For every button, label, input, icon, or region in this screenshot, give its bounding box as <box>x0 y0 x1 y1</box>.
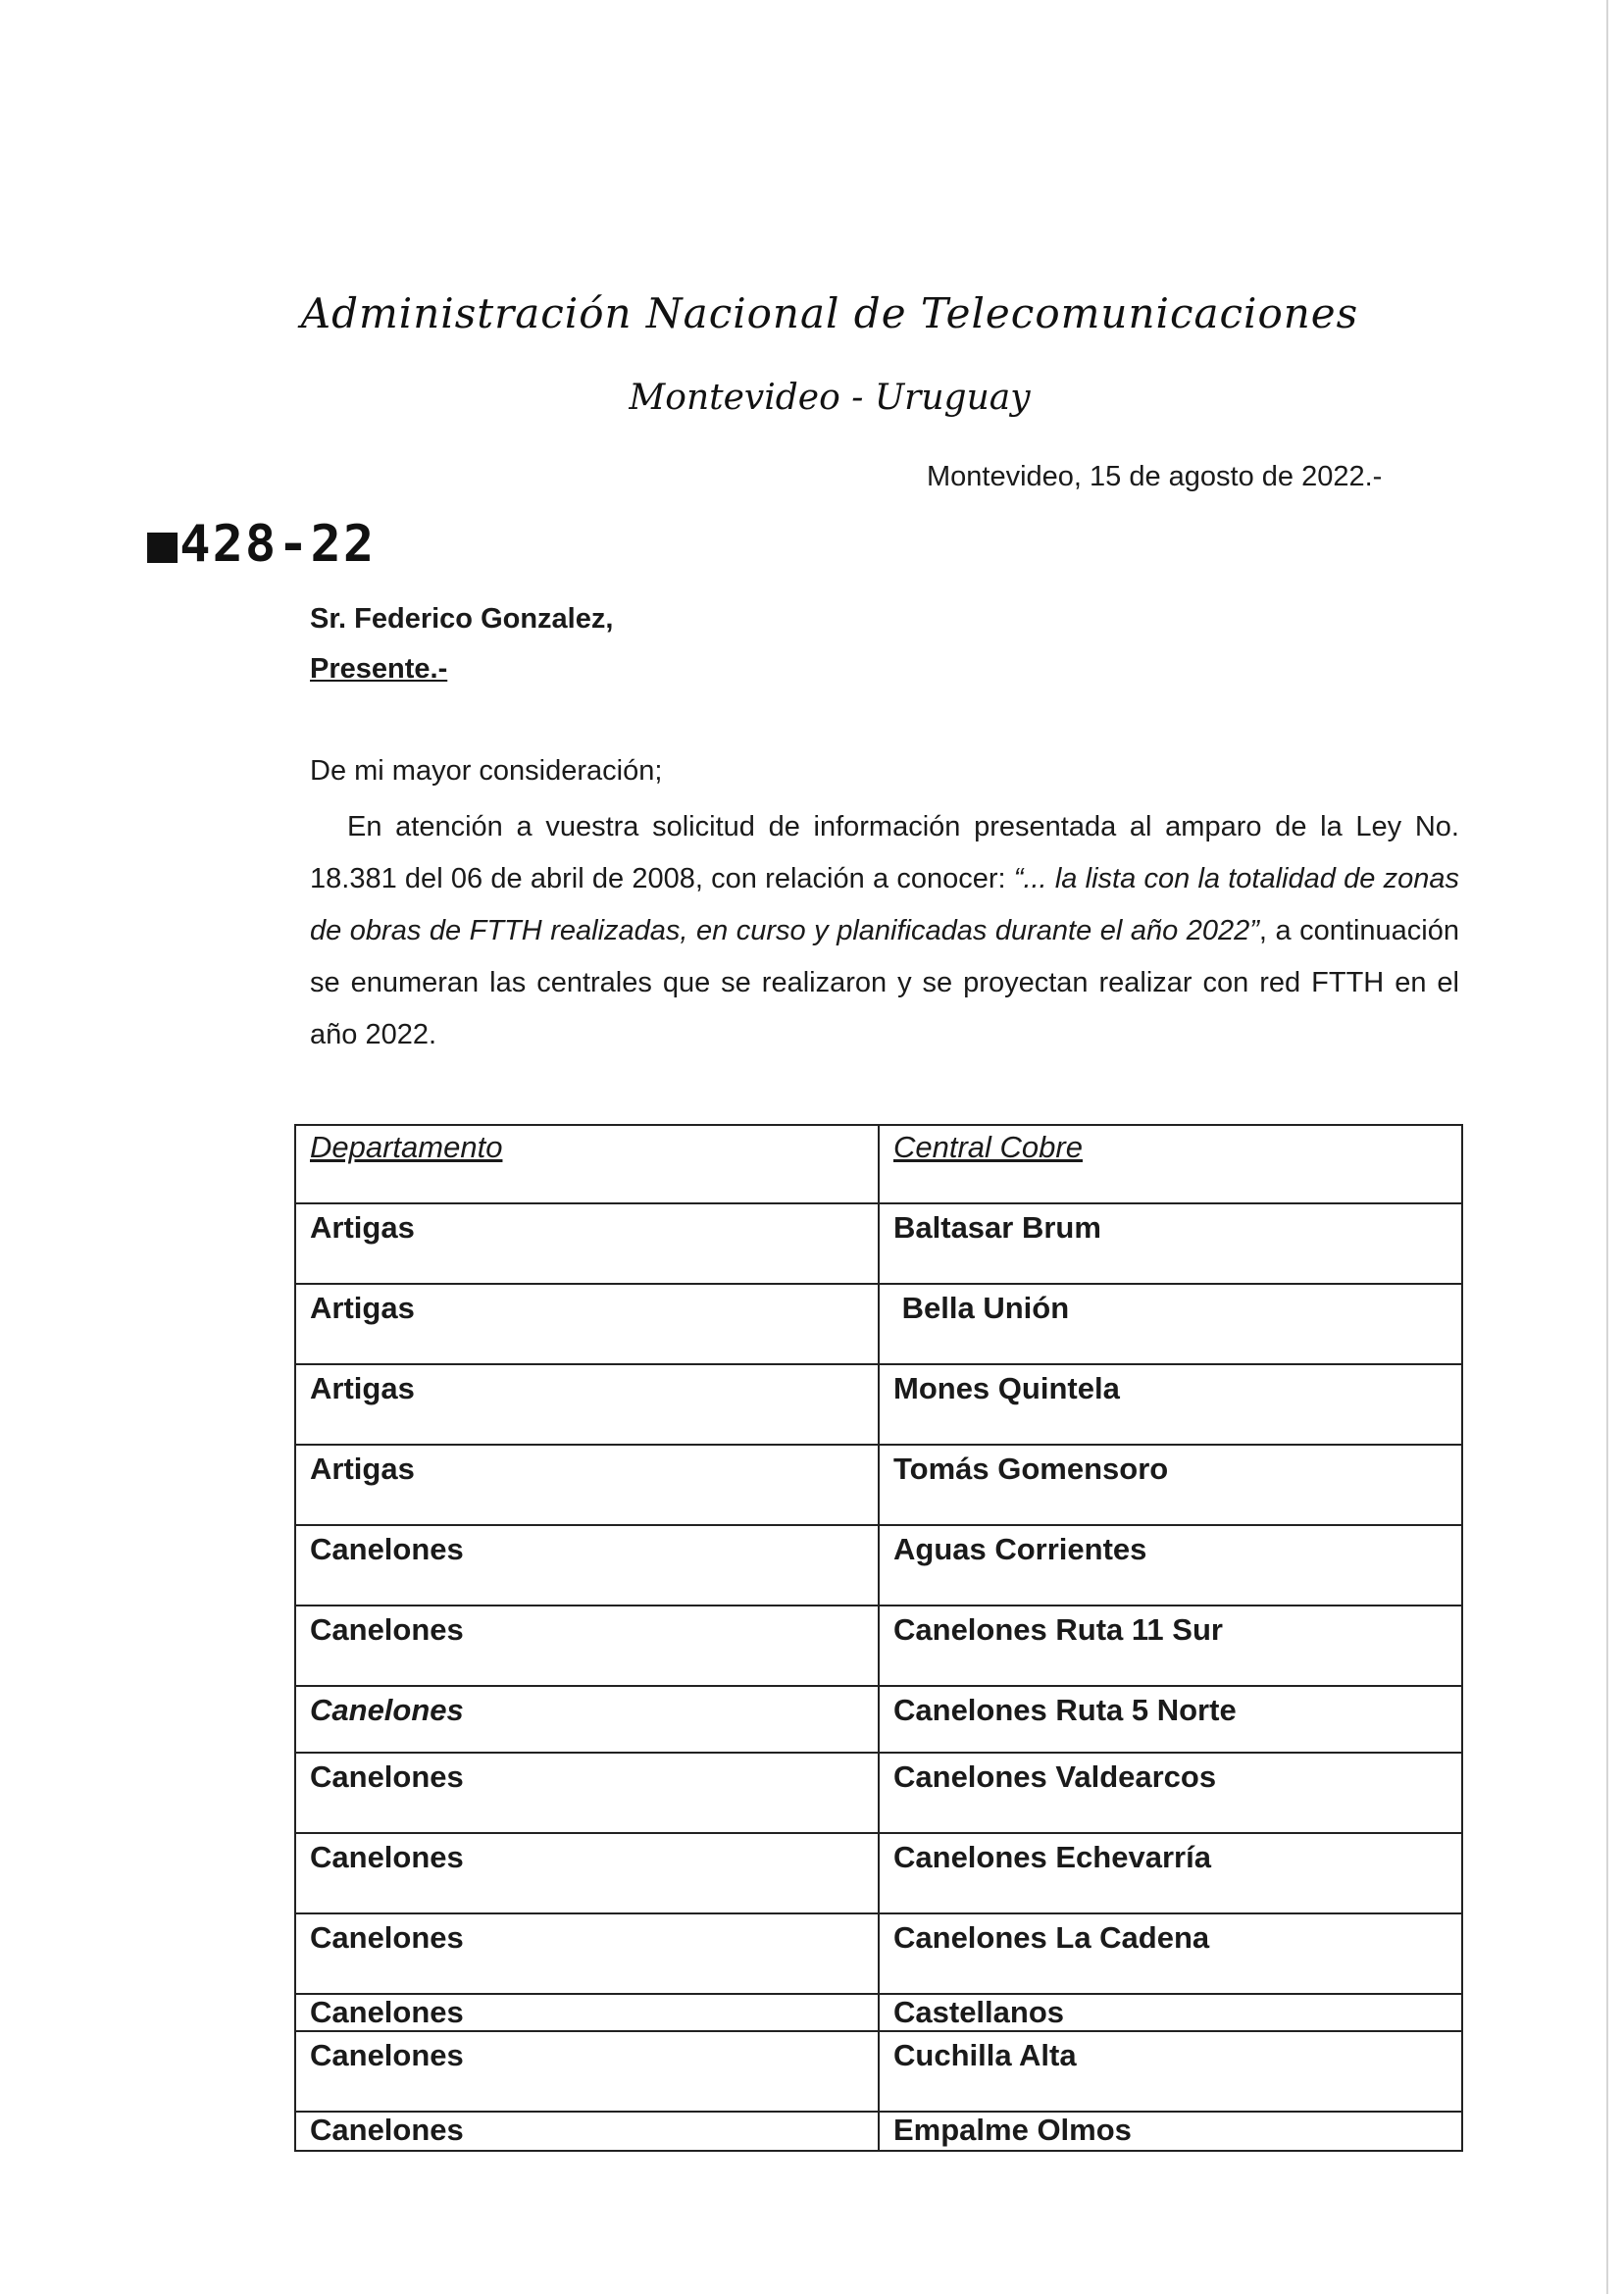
cell-departamento: Canelones <box>295 1913 879 1994</box>
recipient-name: Sr. Federico Gonzalez, <box>310 603 614 635</box>
cell-central: Empalme Olmos <box>879 2112 1462 2151</box>
table-row <box>295 1203 1462 1284</box>
cell-departamento: Canelones <box>295 1525 879 1606</box>
body-text-part1: En atención a vuestra solicitud de información presentada al amparo de la Ley No. 18.381 del 06 de abril de 2008, con relación a conocer: <box>310 811 1459 894</box>
cell-departamento: Canelones <box>295 2031 879 2112</box>
cell-departamento: Canelones <box>295 1833 879 1913</box>
recipient-presente: Presente.- <box>310 653 448 685</box>
cell-departamento: Canelones <box>295 1753 879 1833</box>
letterhead-org-name: Administración Nacional de Telecomunicaciones <box>300 289 1359 337</box>
cell-central: Canelones Valdearcos <box>879 1753 1462 1833</box>
table-header-row <box>295 1125 1462 1203</box>
cell-departamento: Canelones <box>295 1686 879 1753</box>
cell-departamento: Canelones <box>295 2112 879 2151</box>
table-row <box>295 1994 1462 2031</box>
header-departamento: Departamento <box>295 1125 879 1203</box>
cell-central: Castellanos <box>879 1994 1462 2031</box>
cell-central: Canelones Ruta 5 Norte <box>879 1686 1462 1753</box>
table-row <box>295 1753 1462 1833</box>
table-row <box>295 1606 1462 1686</box>
table-row <box>295 1525 1462 1606</box>
header-central-cobre: Central Cobre <box>879 1125 1462 1203</box>
cell-departamento: Artigas <box>295 1364 879 1445</box>
table-row <box>295 1284 1462 1364</box>
cell-departamento: Canelones <box>295 1606 879 1686</box>
body-text-part2: , a continuación se enumeran las centrales que se realizaron y se proyectan realizar con red FTTH en el año 2022. <box>310 915 1459 1050</box>
cell-central: Tomás Gomensoro <box>879 1445 1462 1525</box>
cell-departamento: Artigas <box>295 1203 879 1284</box>
table-row <box>295 1833 1462 1913</box>
body-paragraph <box>310 801 1459 1061</box>
cell-departamento: Artigas <box>295 1445 879 1525</box>
table-row <box>295 2112 1462 2151</box>
centrales-table <box>294 1124 1463 2152</box>
table-row <box>295 1913 1462 1994</box>
date-line: Montevideo, 15 de agosto de 2022.- <box>927 461 1383 492</box>
letterhead-location: Montevideo - Uruguay <box>629 378 1031 418</box>
cell-departamento: Canelones <box>295 1994 879 2031</box>
table-row <box>295 2031 1462 2112</box>
cell-central: Canelones La Cadena <box>879 1913 1462 1994</box>
table-row <box>295 1686 1462 1753</box>
cell-central: Baltasar Brum <box>879 1203 1462 1284</box>
cell-central: Mones Quintela <box>879 1364 1462 1445</box>
cell-central: Bella Unión <box>879 1284 1462 1364</box>
body-quote: “... la lista con la totalidad de zonas de obras de FTTH realizadas, en curso y planificadas durante el año 2022” <box>310 863 1459 946</box>
cell-departamento: Artigas <box>295 1284 879 1364</box>
cell-central: Canelones Echevarría <box>879 1833 1462 1913</box>
cell-central: Canelones Ruta 11 Sur <box>879 1606 1462 1686</box>
table-row <box>295 1364 1462 1445</box>
salutation: De mi mayor consideración; <box>310 755 663 787</box>
cell-central: Cuchilla Alta <box>879 2031 1462 2112</box>
page-edge-line <box>1606 0 1608 2294</box>
reference-number-stamp: ■428-22 <box>147 515 377 574</box>
cell-central: Aguas Corrientes <box>879 1525 1462 1606</box>
table-row <box>295 1445 1462 1525</box>
